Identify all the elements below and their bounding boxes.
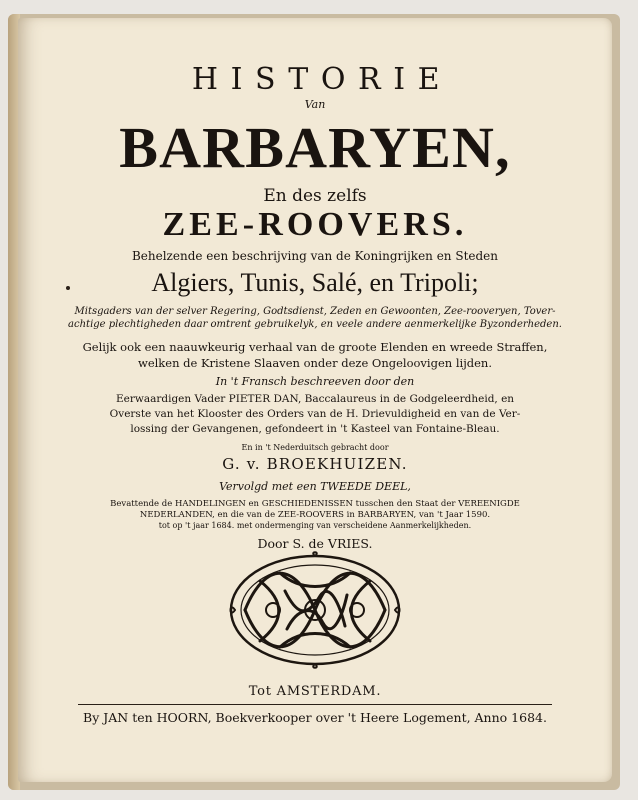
title-page — [18, 18, 612, 782]
title-barbaryen: BARBARYEN, — [119, 115, 511, 180]
subtitle-cities: Algiers, Tunis, Salé, en Tripoli; — [151, 268, 479, 297]
subtitle-gelijk-2: welken de Kristene Slaaven onder deze Ongeloovigen lijden. — [137, 356, 492, 370]
title-van: Van — [304, 98, 326, 111]
second-part-heading: Vervolgd met een TWEEDE DEEL, — [219, 480, 411, 493]
subtitle-gelijk-1: Gelijk ook een naauwkeurig verhaal van de groote Elenden en wreede Straffen, — [82, 340, 548, 354]
translator-note: En in 't Nederduitsch gebracht door — [241, 443, 389, 452]
title-historie: HISTORIE — [191, 62, 453, 97]
second-part-desc-2: NEDERLANDEN, en die van de ZEE-ROOVERS in BARBARYEN, van 't Jaar 1590. — [139, 510, 491, 520]
imprint-city: Tot AMSTERDAM. — [248, 684, 382, 699]
author-line-2: Overste van het Klooster des Orders van de H. Drievuldigheid en van de Ver- — [109, 408, 521, 420]
second-part-desc-1: Bevattende de HANDELINGEN en GESCHIEDENISSEN tusschen den Staat der VEREENIGDE — [110, 499, 520, 509]
imprint-rule — [78, 704, 552, 705]
subtitle-behelzende: Behelzende een beschrijving van de Koningrijken en Steden — [131, 249, 499, 263]
subtitle-mitsgaders-2: achtige plechtigheden daar omtrent gebruikelyk, en veele andere aenmerkelijke Byzonderheden. — [68, 319, 562, 330]
translation-note: In 't Fransch beschreeven door den — [215, 375, 415, 388]
title-zee-roovers: ZEE-ROOVERS. — [162, 206, 468, 243]
translator-name: G. v. BROEKHUIZEN. — [222, 455, 408, 473]
imprint-publisher: By JAN ten HOORN, Boekverkooper over 't Heere Logement, Anno 1684. — [83, 710, 547, 725]
subtitle-mitsgaders-1: Mitsgaders van der selver Regering, Godtsdienst, Zeden en Gewoonten, Zee-rooveryen, Tover- — [74, 306, 556, 317]
printers-device-ornament — [225, 551, 405, 669]
author-line-1: Eerwaardigen Vader PIETER DAN, Baccalaureus in de Godgeleerdheid, en — [115, 393, 515, 405]
author-line-3: lossing der Gevangenen, gefondeert in 't Kasteel van Fontaine-Bleau. — [130, 423, 500, 435]
title-en-des-zelfs: En des zelfs — [263, 186, 367, 206]
second-part-author: Door S. de VRIES. — [257, 536, 373, 551]
second-part-desc-3: tot op 't jaar 1684. met ondermenging van verscheidene Aanmerkelijkheden. — [158, 521, 472, 530]
